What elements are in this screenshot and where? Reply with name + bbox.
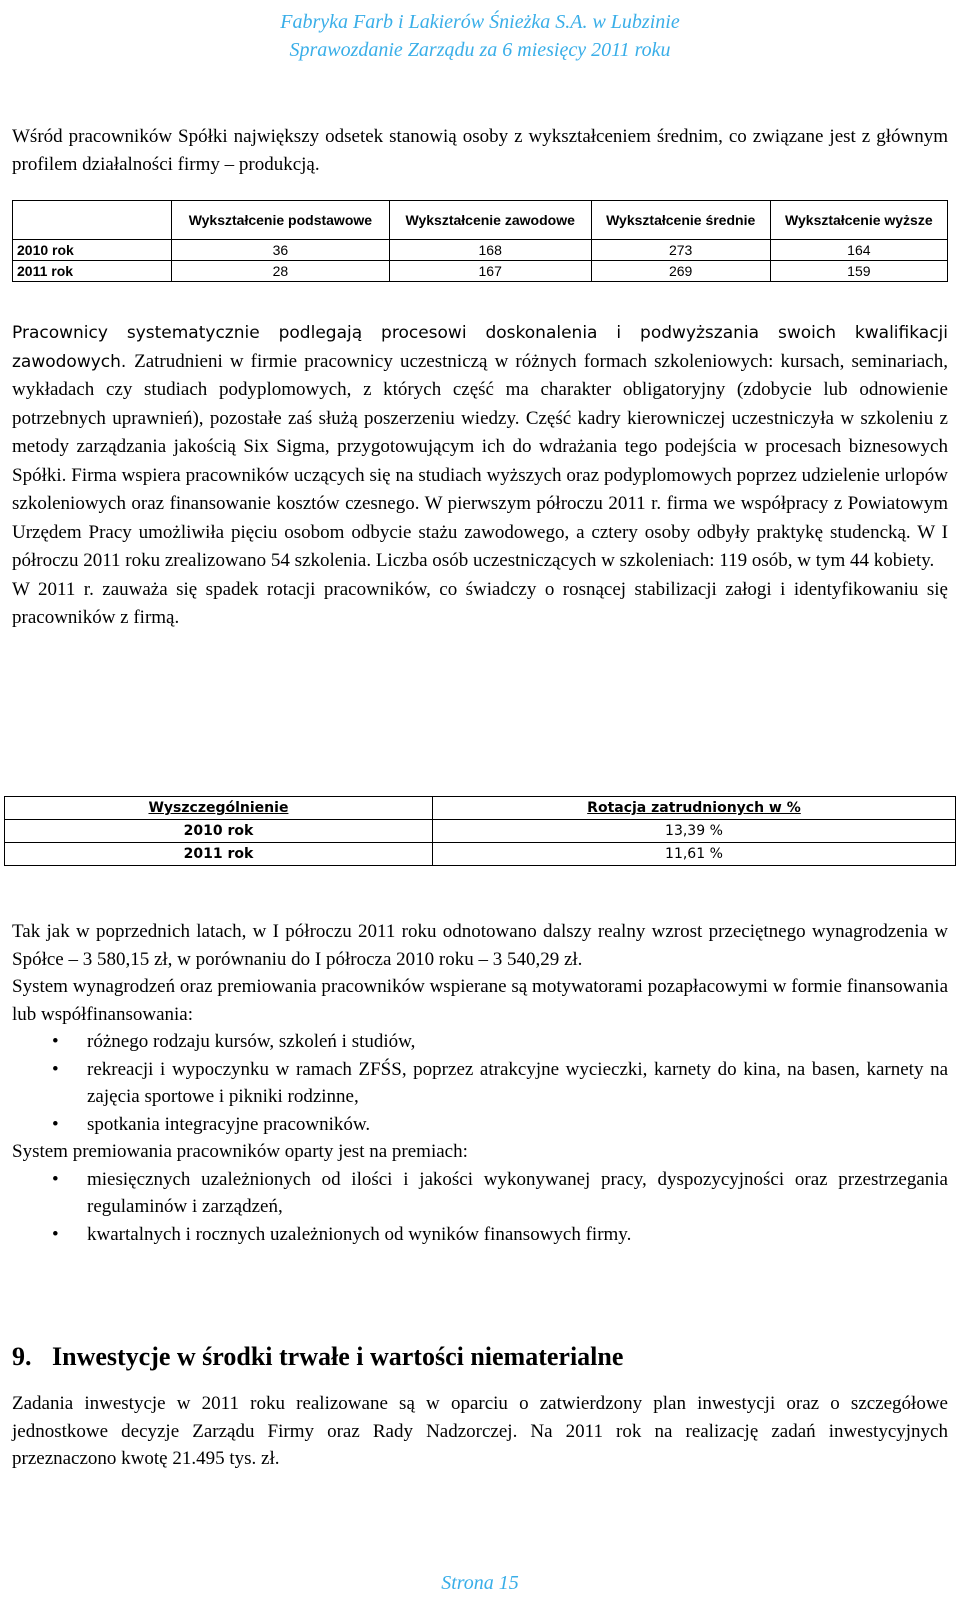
training-paragraph	[12, 320, 948, 633]
intro-paragraph: Wśród pracowników Spółki największy odsetek stanowią osoby z wykształceniem średnim, co związane jest z głównym profilem działalności firmy – produkcją.	[12, 126, 948, 175]
bullet-icon: •	[52, 1223, 59, 1245]
wages-paragraph: Tak jak w poprzednich latach, w I półroczu 2011 roku odnotowano dalszy realny wzrost przeciętnego wynagrodzenia w Spółce – 3 580,15 zł, w porównaniu do I półrocza 2010 roku – 3 540,29 zł.	[12, 921, 948, 970]
table-cell: 2010 rok	[5, 820, 433, 843]
training-text-part3: W 2011 r. zauważa się spadek rotacji pracowników, co świadczy o rosnącej stabilizacji załogi i identyfikowaniu się pracowników z firmą.	[12, 578, 948, 628]
table-header-row	[13, 201, 948, 240]
investment-paragraph: Zadania inwestycje w 2011 roku realizowane są w oparciu o zatwierdzony plan inwestycji oraz o szczegółowe jednostkowe decyzje Zarządu Firmy oraz Rady Nadzorczej. Na 2011 rok na realizację zadań inwestycyjnych przeznaczono kwotę 21.495 tys. zł.	[12, 1393, 948, 1469]
list-item-text: rekreacji i wypoczynku w ramach ZFŚS, poprzez atrakcyjne wycieczki, karnety do kina, na basen, karnety na zajęcia sportowe i pikniki rodzinne,	[87, 1058, 948, 1107]
table-cell: 36	[172, 240, 390, 261]
list-item	[12, 1111, 948, 1139]
bullet-icon: •	[52, 1058, 59, 1080]
table-cell: 273	[591, 240, 770, 261]
table-cell: 167	[389, 261, 591, 282]
table-cell: 11,61 %	[432, 843, 955, 866]
list-item	[12, 1166, 948, 1221]
bullet-icon: •	[52, 1031, 59, 1052]
list-item-text: miesięcznych uzależnionych od ilości i jakości wykonywanej pracy, dyspozycyjności oraz przestrzegania regulaminów i zarządzeń,	[87, 1168, 948, 1217]
table-cell: 168	[389, 240, 591, 261]
list-item-text: różnego rodzaju kursów, szkoleń i studiów,	[87, 1031, 416, 1052]
education-table	[12, 200, 948, 282]
table-header-cell: Wykształcenie średnie	[591, 201, 770, 240]
training-text-part2: Zatrudnieni w firmie pracownicy uczestniczą w różnych formach szkoleniowych: kursach, seminariach, wykładach czy studiach podyplomowych, z których część ma charakter obligatoryjny (zdobycie lub odnowienie potrzebnych uprawnień), pozostałe zaś służą poszerzeniu wiedzy. Część kadry kierowniczej uczestniczyła w szkoleniu z metody zarządzania jakością Six Sigma, przygotowującym ich do wdrażania tego podejścia w procesach biznesowych Spółki. Firma wspiera pracowników uczących się na studiach wyższych oraz podyplomowych poprzez udzielenie urlopów szkoleniowych oraz finansowanie kosztów czesnego. W pierwszym półroczu 2011 r. firma we współpracy z Powiatowym Urzędem Pracy umożliwiła pięciu osobom odbycie stażu zawodowego, a cztery osoby odbyły praktykę studencką. W I półroczu 2011 roku zrealizowano 54 szkolenia. Liczba osób uczestniczących w szkoleniach: 119 osób, w tym 44 kobiety.	[12, 350, 948, 571]
table-row	[5, 820, 956, 843]
header-company: Fabryka Farb i Lakierów Śnieżka S.A. w Lubzinie	[280, 11, 680, 33]
list-item	[12, 1221, 948, 1249]
wages-section	[12, 918, 948, 1248]
list-item-text: kwartalnych i rocznych uzależnionych od wyników finansowych firmy.	[87, 1223, 632, 1245]
section-title: Inwestycje w środki trwałe i wartości niematerialne	[52, 1342, 624, 1371]
table-row	[13, 261, 948, 282]
list-item-text: spotkania integracyjne pracowników.	[87, 1113, 371, 1135]
table-cell: 2011 rok	[5, 843, 433, 866]
bonus-paragraph: System premiowania pracowników oparty jest na premiach:	[12, 1141, 468, 1162]
rotation-table	[4, 796, 956, 866]
table-header-cell: Wykształcenie wyższe	[770, 201, 947, 240]
section-heading	[12, 1342, 623, 1372]
table-header-cell	[13, 201, 172, 240]
table-header-cell: Rotacja zatrudnionych w %	[432, 797, 955, 820]
table-cell: 159	[770, 261, 947, 282]
list-item	[12, 1028, 948, 1056]
list-item	[12, 1056, 948, 1111]
motivators-paragraph: System wynagrodzeń oraz premiowania pracowników wspierane są motywatorami pozapłacowymi w formie finansowania lub współfinansowania:	[12, 976, 948, 1025]
table-row	[5, 843, 956, 866]
table-cell: 2010 rok	[13, 240, 172, 261]
table-cell: 28	[172, 261, 390, 282]
table-cell: 269	[591, 261, 770, 282]
table-header-cell: Wykształcenie podstawowe	[172, 201, 390, 240]
header-report-title: Sprawozdanie Zarządu za 6 miesięcy 2011 roku	[289, 39, 671, 61]
table-cell: 2011 rok	[13, 261, 172, 282]
training-text-part1: Pracownicy systematycznie podlegają procesowi doskonalenia i podwyższania swoich kwalifikacji zawodowych.	[12, 323, 948, 372]
table-cell: 13,39 %	[432, 820, 955, 843]
page-number: Strona 15	[441, 1572, 519, 1594]
table-cell: 164	[770, 240, 947, 261]
table-header-row	[5, 797, 956, 820]
table-row	[13, 240, 948, 261]
table-header-cell: Wyszczególnienie	[5, 797, 433, 820]
bullet-icon: •	[52, 1113, 59, 1135]
section-number: 9.	[12, 1342, 32, 1371]
table-header-cell: Wykształcenie zawodowe	[389, 201, 591, 240]
bullet-icon: •	[52, 1168, 59, 1190]
